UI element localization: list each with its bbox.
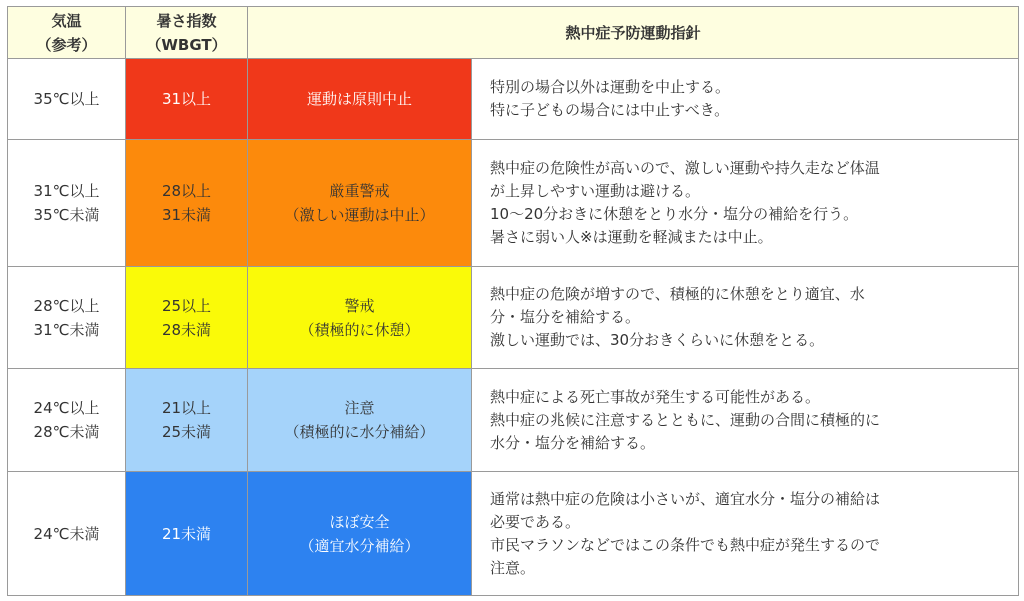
temperature-cell (8, 140, 126, 267)
guideline-cell (472, 369, 1019, 472)
temperature-cell (8, 369, 126, 472)
guideline-cell-line: 水分・塩分を補給する。 (490, 433, 656, 452)
level-cell-line: 運動は原則中止 (306, 90, 412, 108)
heatstroke-guideline-table (7, 6, 1019, 596)
wbgt-cell-line: 21以上 (161, 399, 212, 417)
guideline-cell (472, 267, 1019, 369)
wbgt-cell (126, 267, 248, 369)
guideline-cell (472, 59, 1019, 140)
temperature-cell (8, 267, 126, 369)
wbgt-cell-line: 25未満 (161, 423, 212, 441)
wbgt-cell-line: 28以上 (161, 182, 212, 200)
guideline-cell-line: 市民マラソンなどではこの条件でも熱中症が発生するので (490, 535, 881, 554)
level-cell-line: （積極的に休憩） (299, 320, 420, 339)
level-cell-line: 注意 (344, 399, 375, 417)
guideline-cell-line: 特に子どもの場合には中止すべき。 (490, 101, 730, 119)
header-temperature-line-1: 気温 (51, 11, 82, 30)
level-cell (248, 267, 472, 369)
level-cell-line: （適宜水分補給） (299, 536, 420, 555)
temperature-cell-line: 31℃未満 (33, 320, 100, 339)
level-cell-line: （激しい運動は中止） (284, 206, 435, 224)
table-row (8, 267, 1019, 369)
temperature-cell (8, 472, 126, 596)
wbgt-cell (126, 472, 248, 596)
temperature-cell-line: 24℃未満 (33, 524, 100, 543)
header-temperature-line-2: （参考） (36, 35, 97, 54)
temperature-cell-line: 35℃未満 (33, 206, 100, 224)
level-cell (248, 140, 472, 267)
level-cell (248, 59, 472, 140)
level-cell-line: （積極的に水分補給） (284, 423, 435, 441)
header-guideline: 熱中症予防運動指針 (248, 7, 1019, 59)
guideline-cell-line: 特別の場合以外は運動を中止する。 (490, 78, 731, 96)
level-cell-line: ほぼ安全 (329, 512, 390, 531)
guideline-cell (472, 140, 1019, 267)
wbgt-cell-line: 21未満 (161, 524, 212, 543)
header-row (8, 7, 1019, 59)
guideline-cell-line: 熱中症の危険性が高いので、激しい運動や持久走など体温 (490, 159, 880, 177)
guideline-cell-line: 熱中症の危険が増すので、積極的に休憩をとり適宜、水 (490, 285, 865, 303)
table-row (8, 472, 1019, 596)
temperature-cell-line: 28℃以上 (33, 296, 100, 315)
header-temperature (8, 7, 126, 59)
table-row (8, 140, 1019, 267)
level-cell (248, 369, 472, 472)
guideline-cell-line: 10～20分おきに休憩をとり水分・塩分の補給を行う。 (490, 205, 859, 223)
level-cell (248, 472, 472, 596)
guideline-cell-line: 熱中症による死亡事故が発生する可能性がある。 (490, 387, 821, 406)
wbgt-cell (126, 140, 248, 267)
wbgt-cell-line: 31未満 (161, 206, 212, 224)
wbgt-cell (126, 369, 248, 472)
temperature-cell-line: 28℃未満 (33, 423, 100, 441)
level-cell-line: 警戒 (344, 296, 375, 315)
wbgt-cell (126, 59, 248, 140)
guideline-cell (472, 472, 1019, 596)
guideline-cell-line: 分・塩分を補給する。 (490, 308, 641, 326)
guideline-cell-line: 必要である。 (490, 512, 581, 531)
temperature-cell (8, 59, 126, 140)
guideline-cell-line: 熱中症の兆候に注意するとともに、運動の合間に積極的に (490, 410, 881, 429)
header-wbgt (126, 7, 248, 59)
wbgt-cell-line: 28未満 (161, 320, 212, 339)
temperature-cell-line: 24℃以上 (33, 399, 100, 417)
guideline-cell-line: が上昇しやすい運動は避ける。 (490, 182, 701, 200)
guideline-cell-line: 激しい運動では、30分おきくらいに休憩をとる。 (490, 331, 825, 349)
wbgt-cell-line: 25以上 (161, 296, 212, 315)
header-wbgt-line-2: （WBGT） (146, 35, 227, 54)
table-row (8, 59, 1019, 140)
guideline-cell-line: 暑さに弱い人※は運動を軽減または中止。 (490, 228, 773, 246)
temperature-cell-line: 31℃以上 (33, 182, 100, 200)
level-cell-line: 厳重警戒 (329, 182, 390, 200)
table-row (8, 369, 1019, 472)
guideline-cell-line: 注意。 (490, 558, 536, 577)
header-wbgt-line-1: 暑さ指数 (156, 11, 217, 30)
guideline-cell-line: 通常は熱中症の危険は小さいが、適宜水分・塩分の補給は (490, 489, 881, 508)
wbgt-cell-line: 31以上 (161, 90, 212, 108)
temperature-cell-line: 35℃以上 (33, 90, 100, 108)
